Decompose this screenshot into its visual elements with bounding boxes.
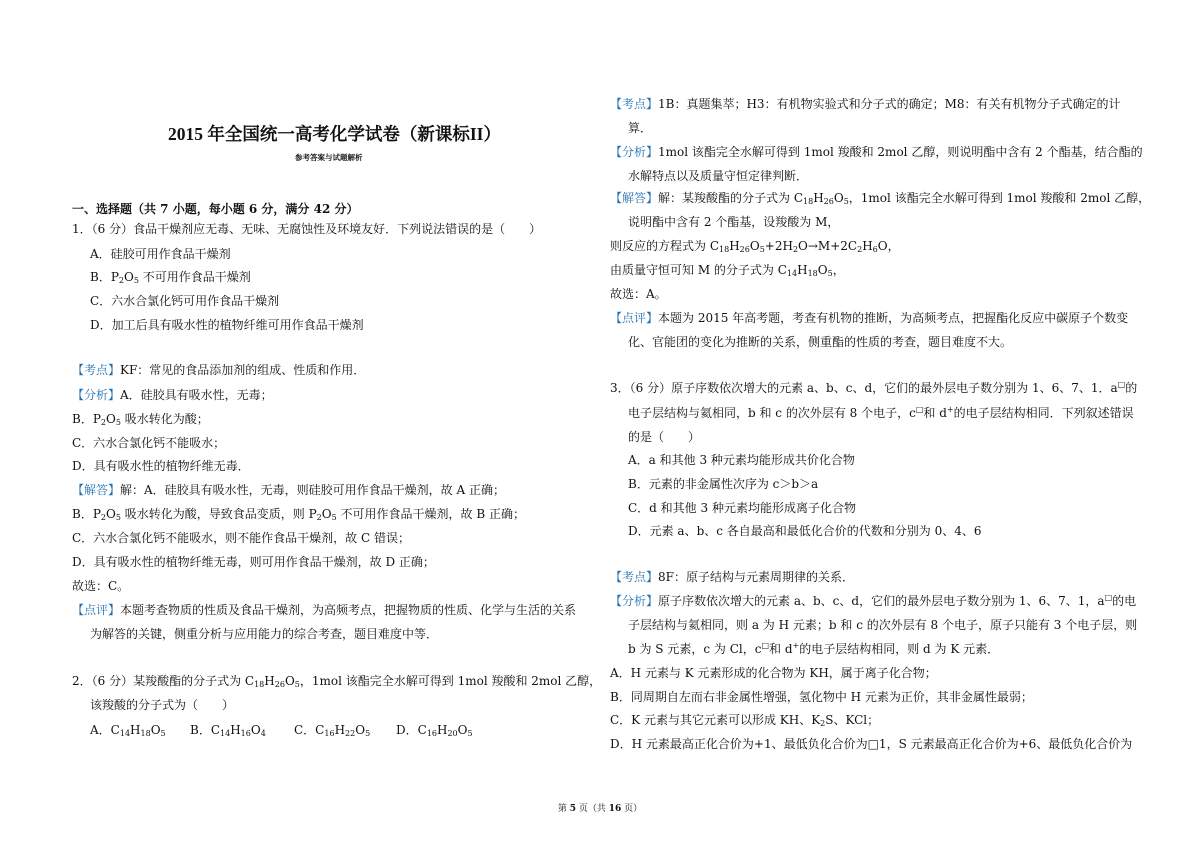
q1-stem: 1．（6 分）食品干燥剂应无毒、无味、无腐蚀性及环境友好．下列说法错误的是（ ） [72,222,542,236]
q1-jieda-b: B．$P_2O_5$ 吸水转化为酸，导致食品变质，则 $P_2O_5$ 不可用作食品干燥剂，故 B 正确； [72,507,525,522]
q3-fenxi: 【分析】原子序数依次增大的元素 a、b、c、d，它们的最外层电子数分别为 1、6、7、1，a□的电 [610,593,1137,608]
q2-option-b: B．$C_{14}H_{16}O_4$ [190,723,266,738]
q2-kaodian-2: 算． [628,121,653,135]
q1-option-b: B．$P_2O_5$ 不可用作食品干燥剂 [90,270,251,285]
q2-fenxi: 【分析】1mol 该酯完全水解可得到 1mol 羧酸和 2mol 乙醇，则说明酯中含有 2 个酯基，结合酯的 [610,145,1143,159]
q1-answer: 故选：C。 [72,579,130,593]
section-heading: 一、选择题（共 7 小题，每小题 6 分，满分 42 分） [72,202,359,216]
q2-jieda-4: 由质量守恒可知 M 的分子式为 $C_{14}H_{18}O_5$， [610,263,845,278]
q3-fenxi-2: 子层结构与氦相同，则 a 为 H 元素；b 和 c 的次外层有 8 个电子，原子只能有 3 个电子层，则 [628,618,1138,632]
q2-answer: 故选：A。 [610,287,667,301]
tag-dianping: 【点评】 [72,603,121,617]
q3-fenxi-3: b 为 S 元素，c 为 Cl，c□和 d+的电子层结构相同，则 d 为 K 元素． [628,641,1000,656]
tag-fenxi: 【分析】 [72,388,121,402]
q1-kaodian: 【考点】KF：常见的食品添加剂的组成、性质和作用． [72,363,366,377]
q1-option-a: A．硅胶可用作食品干燥剂 [90,247,231,261]
q3-stem: 3．（6 分）原子序数依次增大的元素 a、b、c、d，它们的最外层电子数分别为 1、6、7、1．a□的 [610,380,1138,395]
page-title: 2015 年全国统一高考化学试卷（新课标II） [168,124,501,144]
q3-option-a: A．a 和其他 3 种元素均能形成共价化合物 [628,453,855,467]
q2-stem-2: 该羧酸的分子式为（ ） [90,698,235,712]
q1-fenxi-d: D．具有吸水性的植物纤维无毒． [72,459,250,473]
q1-dianping-2: 为解答的关键，侧重分析与应用能力的综合考查，题目难度中等． [90,627,439,641]
q3-solution-a: A．H 元素与 K 元素形成的化合物为 KH，属于离子化合物； [610,666,937,680]
q1-jieda: 【解答】解：A．硅胶具有吸水性，无毒，则硅胶可用作食品干燥剂，故 A 正确； [72,483,505,497]
q1-jieda-d: D．具有吸水性的植物纤维无毒，则可用作食品干燥剂，故 D 正确； [72,555,435,569]
q2-option-a: A．$C_{14}H_{18}O_5$ [90,723,166,738]
q3-solution-d: D．H 元素最高正化合价为+1、最低负化合价为□1，S 元素最高正化合价为+6、最低负化合价为 [610,737,1133,751]
q2-fenxi-2: 水解特点以及质量守恒定律判断． [628,169,809,183]
page-footer: 第 5 页（共 16 页） [557,804,643,814]
q3-stem-3: 的是（ ） [628,430,701,444]
q2-option-c: C．$C_{16}H_{22}O_5$ [294,723,371,738]
page-subtitle: 参考答案与试题解析 [295,153,363,162]
q3-option-b: B．元素的非金属性次序为 c＞b＞a [628,477,819,491]
q2-dianping-2: 化、官能团的变化为推断的关系，侧重酯的性质的考查，题目难度不大。 [628,335,1013,349]
q2-jieda-2: 说明酯中含有 2 个酯基，设羧酸为 M， [628,215,840,229]
q1-option-d: D．加工后具有吸水性的植物纤维可用作食品干燥剂 [90,318,364,332]
q2-jieda: 【解答】解：某羧酸酯的分子式为 $C_{18}H_{26}O_5$，1mol 该酯完全水解可得到 1mol 羧酸和 2mol 乙醇， [610,191,1151,206]
q2-dianping: 【点评】本题为 2015 年高考题，考查有机物的推断，为高频考点，把握酯化反应中碳原子个数变 [610,311,1129,325]
q3-kaodian: 【考点】8F：原子结构与元素周期律的关系． [610,570,854,584]
q1-jieda-c: C．六水合氯化钙不能吸水，则不能作食品干燥剂，故 C 错误； [72,531,410,545]
q1-fenxi: 【分析】A．硅胶具有吸水性，无毒； [72,388,273,402]
q3-option-d: D．元素 a、b、c 各自最高和最低化合价的代数和分别为 0、4、6 [628,524,982,538]
q3-solution-c: C．K 元素与其它元素可以形成 KH、$K_2S$、KCl； [610,713,880,728]
q2-option-d: D．$C_{16}H_{20}O_5$ [396,723,473,738]
tag-kaodian: 【考点】 [72,363,121,377]
q3-option-c: C．d 和其他 3 种元素均能形成离子化合物 [628,501,856,515]
q2-stem: 2．（6 分）某羧酸酯的分子式为 $C_{18}H_{26}O_5$，1mol 该酯完全水解可得到 1mol 羧酸和 2mol 乙醇， [72,674,602,689]
q1-dianping: 【点评】本题考查物质的性质及食品干燥剂，为高频考点，把握物质的性质、化学与生活的关系 [72,603,577,617]
q1-fenxi-b: B．$P_2O_5$ 吸水转化为酸； [72,412,209,427]
page-total: 16 [608,804,622,814]
q1-option-c: C．六水合氯化钙可用作食品干燥剂 [90,294,280,308]
q2-jieda-3: 则反应的方程式为 $C_{18}H_{26}O_5+2H_2O\to M+2C_2H_6O$， [610,239,900,254]
q3-solution-b: B．同周期自左而右非金属性增强，氢化物中 H 元素为正价，其非金属性最弱； [610,690,1033,704]
page-number: 5 [569,804,576,814]
q1-fenxi-c: C．六水合氯化钙不能吸水； [72,436,226,450]
q3-stem-2: 电子层结构与氦相同，b 和 c 的次外层有 8 个电子，c□和 d+的电子层结构相同．下列叙述错误 [628,405,1134,420]
q2-kaodian: 【考点】1B：真题集萃；H3：有机物实验式和分子式的确定；M8：有关有机物分子式确定的计 [610,97,1121,111]
tag-jieda: 【解答】 [72,483,121,497]
